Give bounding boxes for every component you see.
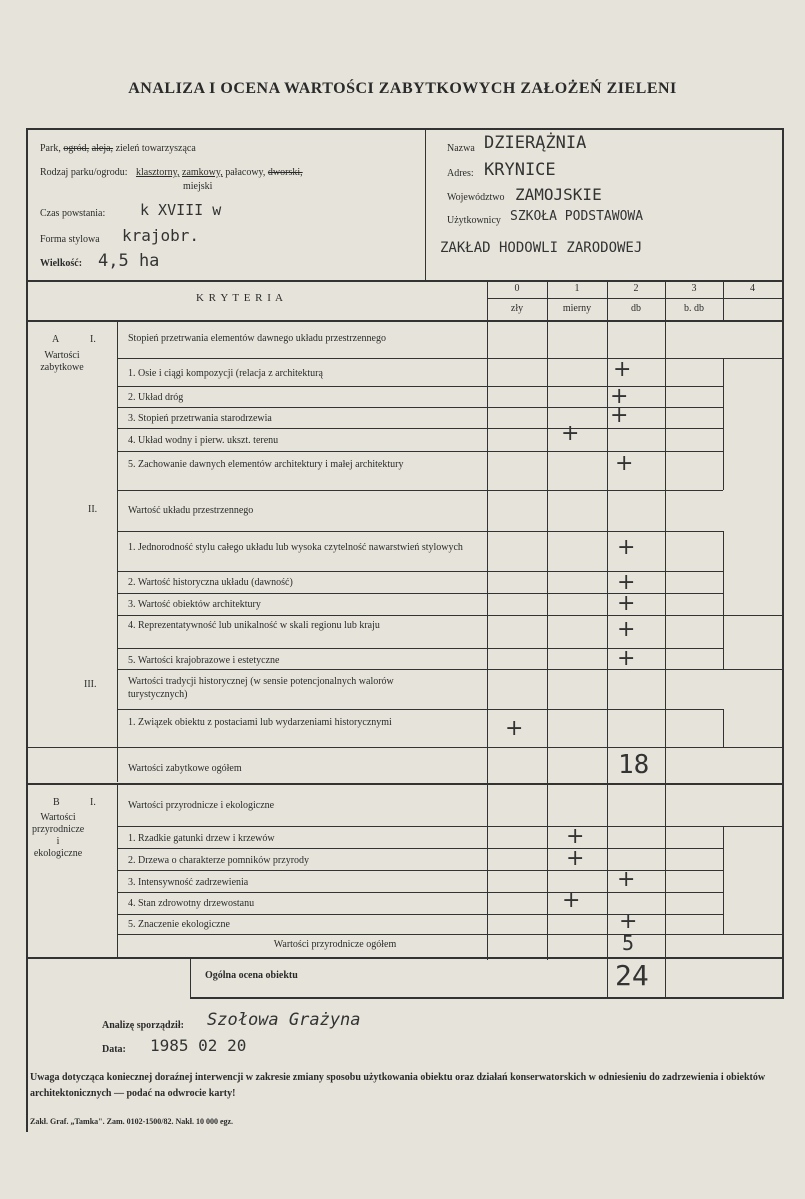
- woj-label: Województwo: [447, 192, 505, 203]
- b-g1-item-3: 3. Intensywność zadrzewienia: [128, 877, 249, 888]
- a-g1-item-2: 2. Układ dróg: [128, 392, 184, 403]
- uzyt-value: SZKOŁA PODSTAWOWA: [510, 209, 644, 224]
- mark-b-4: +: [562, 888, 581, 913]
- adres-value: KRYNICE: [484, 160, 556, 180]
- wielkosc-value: 4,5 ha: [98, 251, 160, 271]
- mark-a2-3: +: [617, 591, 636, 616]
- a-g2-item-3: 3. Wartość obiektów architektury: [128, 599, 261, 610]
- a-g2-roman: II.: [88, 504, 98, 515]
- col-num-2: 2: [633, 283, 639, 294]
- mark-a2-4: +: [617, 617, 636, 642]
- kryteria-header: K R Y T E R I A: [195, 292, 285, 304]
- a-g2-item-2: 2. Wartość historyczna układu (dawność): [128, 577, 293, 588]
- mark-b-2: +: [566, 846, 585, 871]
- col-num-0: 0: [514, 283, 520, 294]
- data-label: Data:: [102, 1044, 126, 1055]
- a-g1-item-4: 4. Układ wodny i pierw. ukszt. terenu: [128, 435, 279, 446]
- nazwa-value: DZIERĄŻNIA: [484, 133, 587, 153]
- czas-value: k XVIII w: [140, 201, 222, 219]
- a-g2-title: Wartość układu przestrzennego: [128, 505, 254, 516]
- park-row: Park, ogród, aleja, zieleń towarzysząca: [40, 143, 196, 154]
- b-g1-item-4: 4. Stan zdrowotny drzewostanu: [128, 898, 255, 909]
- section-a-roman: I.: [90, 334, 96, 345]
- col-label-0: zły: [510, 303, 524, 314]
- a-total-value: 18: [618, 750, 650, 780]
- a-g3-item-1: 1. Związek obiektu z postaciami lub wydarzeniami historycznymi: [128, 717, 392, 728]
- overall-label: Ogólna ocena obiektu: [205, 970, 298, 981]
- section-b-side: Wartości przyrodnicze i ekologiczne: [32, 812, 85, 859]
- b-g1-item-1: 1. Rzadkie gatunki drzew i krzewów: [128, 833, 275, 844]
- mark-a1-4: +: [561, 421, 580, 446]
- a-g1-item-1: 1. Osie i ciągi kompozycji (relacja z architekturą: [128, 368, 323, 379]
- wielkosc-label: Wielkość:: [40, 258, 83, 269]
- section-a-side: Wartości zabytkowe: [40, 350, 84, 373]
- overall-value: 24: [615, 959, 649, 992]
- analiza-label: Analizę sporządził:: [102, 1020, 184, 1031]
- print-info: Zakł. Graf. „Tamka". Zam. 0102-1500/82. Nakł. 10 000 egz.: [30, 1117, 234, 1126]
- b-g1-item-2: 2. Drzewa o charakterze pomników przyrody: [128, 855, 310, 866]
- b-g1-title: Wartości przyrodnicze i ekologiczne: [128, 800, 275, 811]
- a-g1-item-5: 5. Zachowanie dawnych elementów architektury i małej architektury: [128, 459, 404, 470]
- a-g1-title: Stopień przetrwania elementów dawnego układu przestrzennego: [128, 333, 386, 344]
- mark-a2-5: +: [617, 646, 636, 671]
- rodzaj-row: Rodzaj parku/ogrodu: klasztorny, zamkowy, pałacowy, dworski,: [40, 167, 303, 178]
- mark-b-1: +: [566, 824, 585, 849]
- forma-label: Forma stylowa: [40, 234, 100, 245]
- col-num-3: 3: [691, 283, 697, 294]
- forma-value: krajobr.: [122, 226, 200, 245]
- col-num-4: 4: [750, 283, 755, 294]
- a-total-label: Wartości zabytkowe ogółem: [128, 763, 242, 774]
- mark-a1-3: +: [610, 403, 629, 428]
- b-total-value: 5: [622, 931, 635, 955]
- b-g1-item-5: 5. Znaczenie ekologiczne: [128, 919, 230, 930]
- b-total-label: Wartości przyrodnicze ogółem: [273, 939, 397, 950]
- a-g2-item-4: 4. Reprezentatywność lub unikalność w skali regionu lub kraju: [128, 620, 380, 631]
- section-b-letter: B: [53, 797, 60, 808]
- a-g2-item-5: 5. Wartości krajobrazowe i estetyczne: [128, 655, 280, 666]
- a-g1-item-3: 3. Stopień przetrwania starodrzewia: [128, 413, 272, 424]
- mark-a3-1: +: [505, 716, 524, 741]
- uwaga-note: Uwaga dotycząca koniecznej doraźnej interwencji w zakresie zmiany sposobu użytkowania obiektu oraz działań konserwatorskich w odniesieniu do zadrzewienia i obiektów architektonicznych — podać na odwrocie karty!: [30, 1072, 766, 1099]
- woj-value: ZAMOJSKIE: [515, 185, 602, 204]
- mark-b-3: +: [617, 867, 636, 892]
- mark-a1-1: +: [613, 357, 632, 382]
- uzyt-value-2: ZAKŁAD HODOWLI ZARODOWEJ: [440, 240, 643, 256]
- a-g3-title: Wartości tradycji historycznej (w sensie potencjonalnych walorów turystycznych): [128, 676, 394, 700]
- col-label-2: db: [631, 303, 641, 314]
- section-a-letter: A: [52, 334, 60, 345]
- a-g2-item-1: 1. Jednorodność stylu całego układu lub wysoka czytelność nawarstwień stylowych: [128, 542, 463, 553]
- rodzaj-miejski: miejski: [183, 181, 213, 192]
- nazwa-label: Nazwa: [447, 143, 475, 154]
- czas-label: Czas powstania:: [40, 208, 106, 219]
- col-label-1: mierny: [562, 303, 592, 314]
- adres-label: Adres:: [447, 168, 474, 179]
- mark-a2-2: +: [617, 570, 636, 595]
- data-value: 1985 02 20: [150, 1036, 247, 1055]
- col-num-1: 1: [574, 283, 580, 294]
- a-g3-roman: III.: [84, 679, 97, 690]
- col-label-3: b. db: [684, 303, 704, 314]
- mark-a1-5: +: [615, 451, 634, 476]
- analiza-value: Szołowa Grażyna: [207, 1010, 361, 1030]
- page-title: ANALIZA I OCENA WARTOŚCI ZABYTKOWYCH ZAŁOŻEŃ ZIELENI: [128, 80, 677, 97]
- mark-b-5: +: [619, 909, 638, 934]
- uzyt-label: Użytkownicy: [447, 215, 501, 226]
- section-b-roman: I.: [90, 797, 96, 808]
- mark-a1-2: +: [610, 384, 629, 409]
- mark-a2-1: +: [617, 535, 636, 560]
